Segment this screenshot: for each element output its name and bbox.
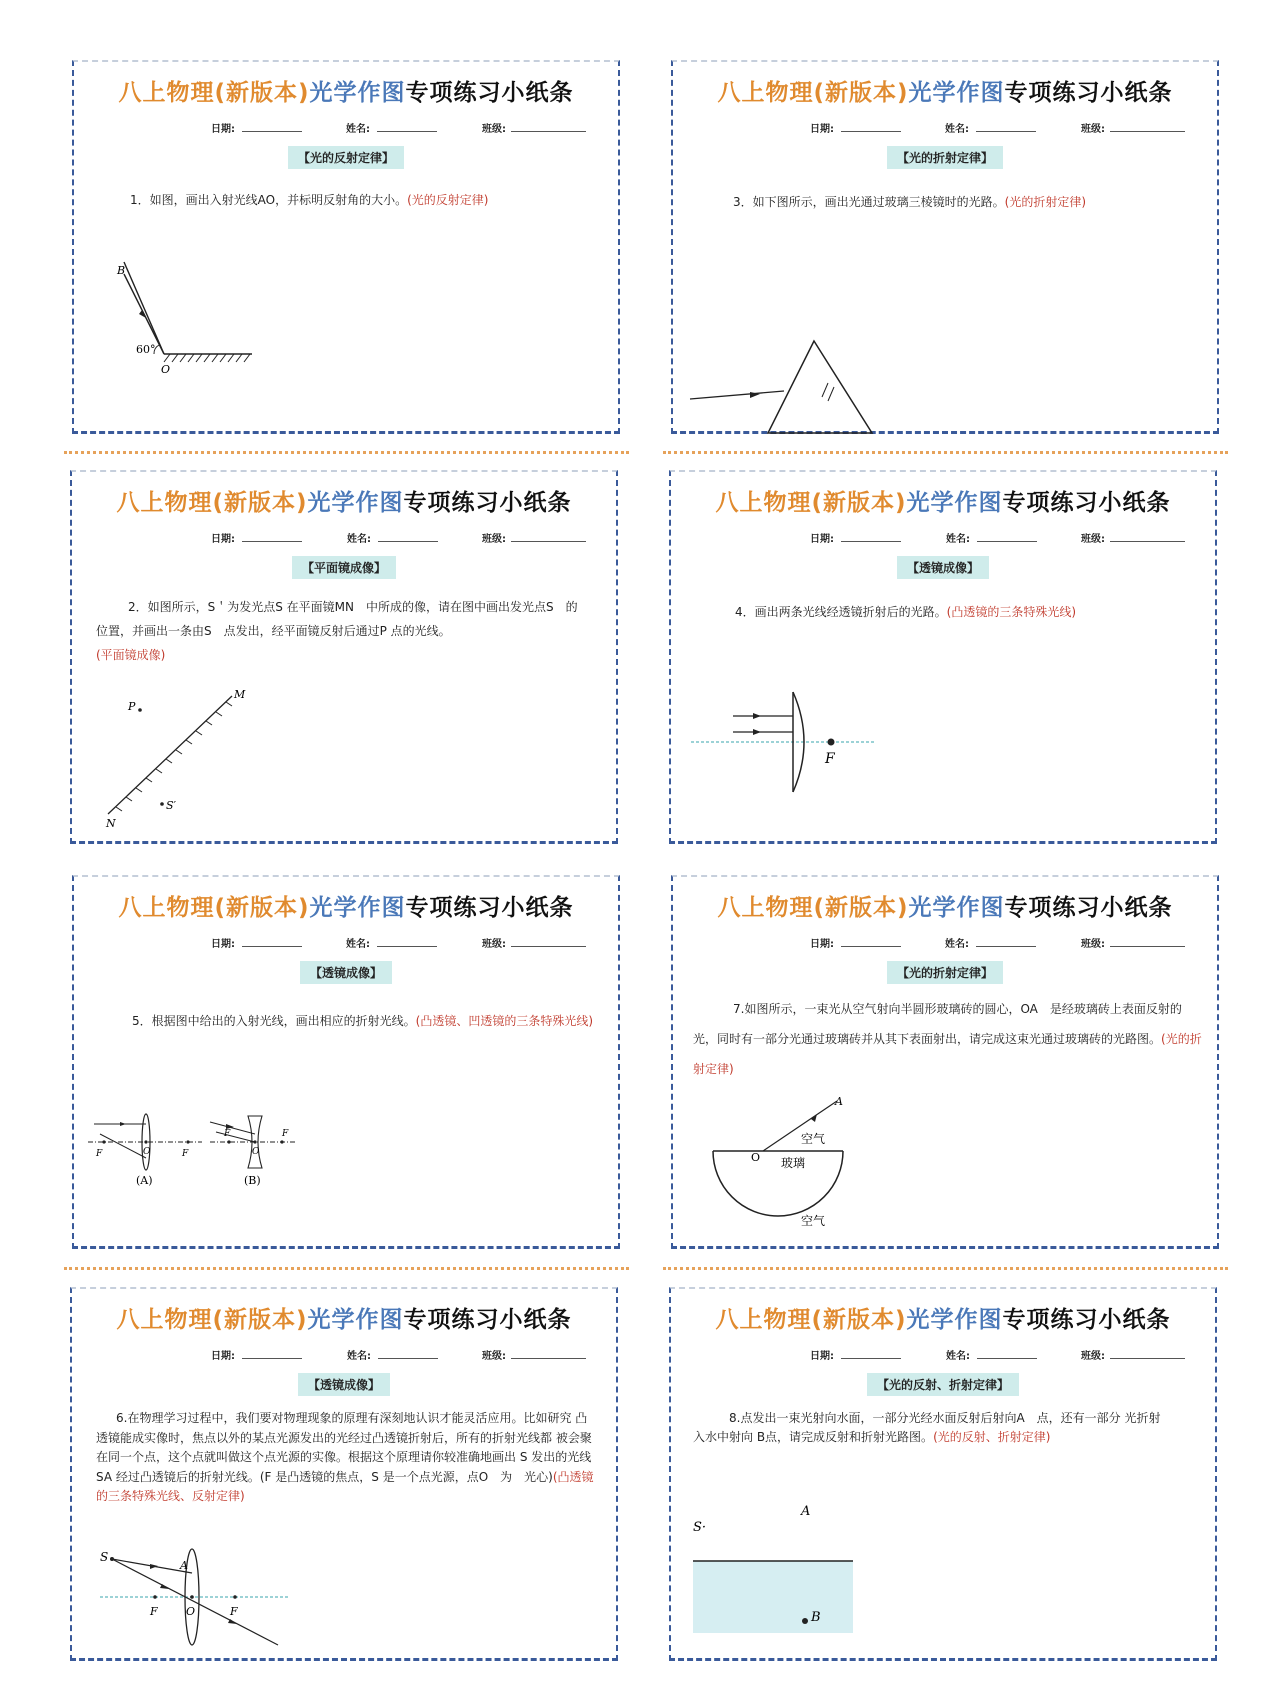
- question-text: 7.如图所示，一束光从空气射向半圆形玻璃砖的圆心，OA 是经玻璃砖上表面反射的光，同时有一部分光通过玻璃砖并从其下表面射出，请完成这束光通过玻璃砖的光路图。(光的折射定律): [693, 1002, 1202, 1076]
- question-text: 1．如图，画出入射光线AO，并标明反射角的大小。(光的反射定律): [130, 193, 489, 207]
- row-separator: [64, 451, 629, 454]
- label-a: A: [180, 1559, 188, 1572]
- label-air-top: 空气: [801, 1132, 826, 1146]
- label-p: P: [128, 700, 136, 713]
- topic-badge: 【光的反射定律】: [288, 146, 404, 169]
- row-separator: [64, 1267, 629, 1270]
- topic-badge: 【透镜成像】: [298, 1373, 390, 1396]
- worksheet-card-7: 八上物理(新版本)光学作图专项练习小纸条 日期: 姓名: 班级: 【透镜成像】 6.在物理学习过程中，我们要对物理现象的原理有深刻地认识才能灵活应用。比如研究 凸透镜能成实像时，焦点以外的某点光源发出的光经过凸透镜折射后，所有的折射光线都 被会聚在同一个点，这个点就叫做这个点光源的实像。根据这个原理请你较准确地画出 S 发出的光线SA 经过凸透镜后的折射光线。(F 是凸透镜的焦点，S 是一个点光源，点O 为 光心)(凸透镜的三条特殊光线、反射定律) S A F O F: [70, 1287, 618, 1661]
- label-o: O: [751, 1151, 761, 1164]
- label-a: A: [801, 1504, 811, 1519]
- card-title: 八上物理(新版本)光学作图专项练习小纸条: [116, 490, 572, 516]
- worksheet-card-5: 八上物理(新版本)光学作图专项练习小纸条 日期: 姓名: 班级: 【透镜成像】 5．根据图中给出的入射光线，画出相应的折射光线。(凸透镜、凹透镜的三条特殊光线) F O F (A) F O F (B): [72, 875, 620, 1249]
- topic-badge: 【透镜成像】: [300, 961, 392, 984]
- topic-badge: 【透镜成像】: [897, 556, 989, 579]
- card-title: 八上物理(新版本)光学作图专项练习小纸条: [118, 895, 574, 921]
- label-o: O: [161, 363, 171, 376]
- label-o: O: [252, 1147, 260, 1157]
- label-s: S·: [693, 1520, 707, 1535]
- question-text: 6.在物理学习过程中，我们要对物理现象的原理有深刻地认识才能灵活应用。比如研究 凸透镜能成实像时，焦点以外的某点光源发出的光经过凸透镜折射后，所有的折射光线都 被会聚在同一个点，这个点就叫做这个点光源的实像。根据这个原理请你较准确地画出 S 发出的光线SA 经过凸透镜后的折射光线。(F 是凸透镜的焦点，S 是一个点光源，点O 为 光心)(凸透镜的三条特殊光线、反射定律): [96, 1411, 594, 1503]
- label-o: O: [186, 1605, 196, 1618]
- label-air-bottom: 空气: [801, 1214, 826, 1228]
- worksheet-card-2: 八上物理(新版本)光学作图专项练习小纸条 日期: 姓名: 班级: 【光的折射定律】 3．如下图所示，画出光通过玻璃三棱镜时的光路。(光的折射定律): [671, 60, 1219, 434]
- card-title: 八上物理(新版本)光学作图专项练习小纸条: [118, 80, 574, 106]
- card-title: 八上物理(新版本)光学作图专项练习小纸条: [116, 1307, 572, 1333]
- label-f: F: [182, 1149, 189, 1159]
- worksheet-card-4: 八上物理(新版本)光学作图专项练习小纸条 日期: 姓名: 班级: 【透镜成像】 4．画出两条光线经透镜折射后的光路。(凸透镜的三条特殊光线) F: [669, 470, 1217, 844]
- worksheet-card-8: 八上物理(新版本)光学作图专项练习小纸条 日期: 姓名: 班级: 【光的反射、折射定律】 8.点发出一束光射向水面，一部分光经水面反射后射向A 点，还有一部分 光折射入水中射向 B点，请完成反射和折射光路图。(光的反射、折射定律) S· A B: [669, 1287, 1217, 1661]
- topic-badge: 【光的折射定律】: [887, 146, 1003, 169]
- worksheet-card-3: 八上物理(新版本)光学作图专项练习小纸条 日期: 姓名: 班级: 【平面镜成像】 2．如图所示，S＇为发光点S 在平面镜MN 中所成的像，请在图中画出发光点S 的位置，并画出一条由S 点发出，经平面镜反射后通过P 点的光线。 (平面镜成像) P M N S′: [70, 470, 618, 844]
- label-f: F: [230, 1605, 238, 1618]
- label-angle: 60°: [136, 343, 156, 356]
- label-glass: 玻璃: [781, 1156, 806, 1170]
- card-title: 八上物理(新版本)光学作图专项练习小纸条: [717, 80, 1173, 106]
- worksheet-card-6: 八上物理(新版本)光学作图专项练习小纸条 日期: 姓名: 班级: 【光的折射定律】 7.如图所示，一束光从空气射向半圆形玻璃砖的圆心，OA 是经玻璃砖上表面反射的光，同时有一部分光通过玻璃砖并从其下表面射出，请完成这束光通过玻璃砖的光路图。(光的折射定律) A O 空气 玻璃 空气: [671, 875, 1219, 1249]
- topic-badge: 【平面镜成像】: [292, 556, 396, 579]
- label-b: (B): [244, 1174, 261, 1187]
- label-m: M: [234, 688, 246, 701]
- question-text: 8.点发出一束光射向水面，一部分光经水面反射后射向A 点，还有一部分 光折射入水中射向 B点，请完成反射和折射光路图。(光的反射、折射定律): [693, 1411, 1161, 1444]
- label-b: B: [117, 264, 126, 277]
- question-text: 3．如下图所示，画出光通过玻璃三棱镜时的光路。(光的折射定律): [733, 195, 1087, 209]
- topic-badge: 【光的折射定律】: [887, 961, 1003, 984]
- label-f: F: [825, 751, 835, 767]
- label-b: B: [811, 1610, 821, 1625]
- label-f: F: [282, 1129, 289, 1139]
- lens-point-source-diagram: [100, 1549, 360, 1659]
- card-title: 八上物理(新版本)光学作图专项练习小纸条: [715, 490, 1171, 516]
- reflection-diagram: [84, 262, 284, 422]
- label-s: S: [100, 1550, 109, 1564]
- convex-lens-diagram: [689, 690, 889, 830]
- row-separator: [663, 1267, 1228, 1270]
- label-f: F: [96, 1149, 103, 1159]
- prism-diagram: [688, 277, 888, 437]
- label-n: N: [106, 817, 116, 830]
- question-text: 5．根据图中给出的入射光线，画出相应的折射光线。(凸透镜、凹透镜的三条特殊光线): [132, 1014, 594, 1028]
- label-s-prime: S′: [166, 799, 177, 812]
- lens-pair-diagram: [86, 1112, 326, 1192]
- row-separator: [663, 451, 1228, 454]
- label-a: A: [835, 1095, 843, 1108]
- question-text: 4．画出两条光线经透镜折射后的光路。(凸透镜的三条特殊光线): [735, 605, 1077, 619]
- worksheet-card-1: 八上物理(新版本)光学作图专项练习小纸条 日期: 姓名: 班级: 【光的反射定律】 1．如图，画出入射光线AO，并标明反射角的大小。(光的反射定律) B 60° O: [72, 60, 620, 434]
- topic-badge: 【光的反射、折射定律】: [867, 1373, 1019, 1396]
- label-a: (A): [136, 1174, 153, 1187]
- question-text: 2．如图所示，S＇为发光点S 在平面镜MN 中所成的像，请在图中画出发光点S 的位置，并画出一条由S 点发出，经平面镜反射后通过P 点的光线。 (平面镜成像): [96, 600, 578, 662]
- water-surface-diagram: [693, 1499, 893, 1649]
- card-title: 八上物理(新版本)光学作图专项练习小纸条: [715, 1307, 1171, 1333]
- card-title: 八上物理(新版本)光学作图专项练习小纸条: [717, 895, 1173, 921]
- semicircle-glass-diagram: [713, 1095, 913, 1229]
- label-o: O: [143, 1147, 151, 1157]
- plane-mirror-diagram: [102, 690, 302, 840]
- label-f: F: [150, 1605, 158, 1618]
- label-f: F: [224, 1129, 231, 1139]
